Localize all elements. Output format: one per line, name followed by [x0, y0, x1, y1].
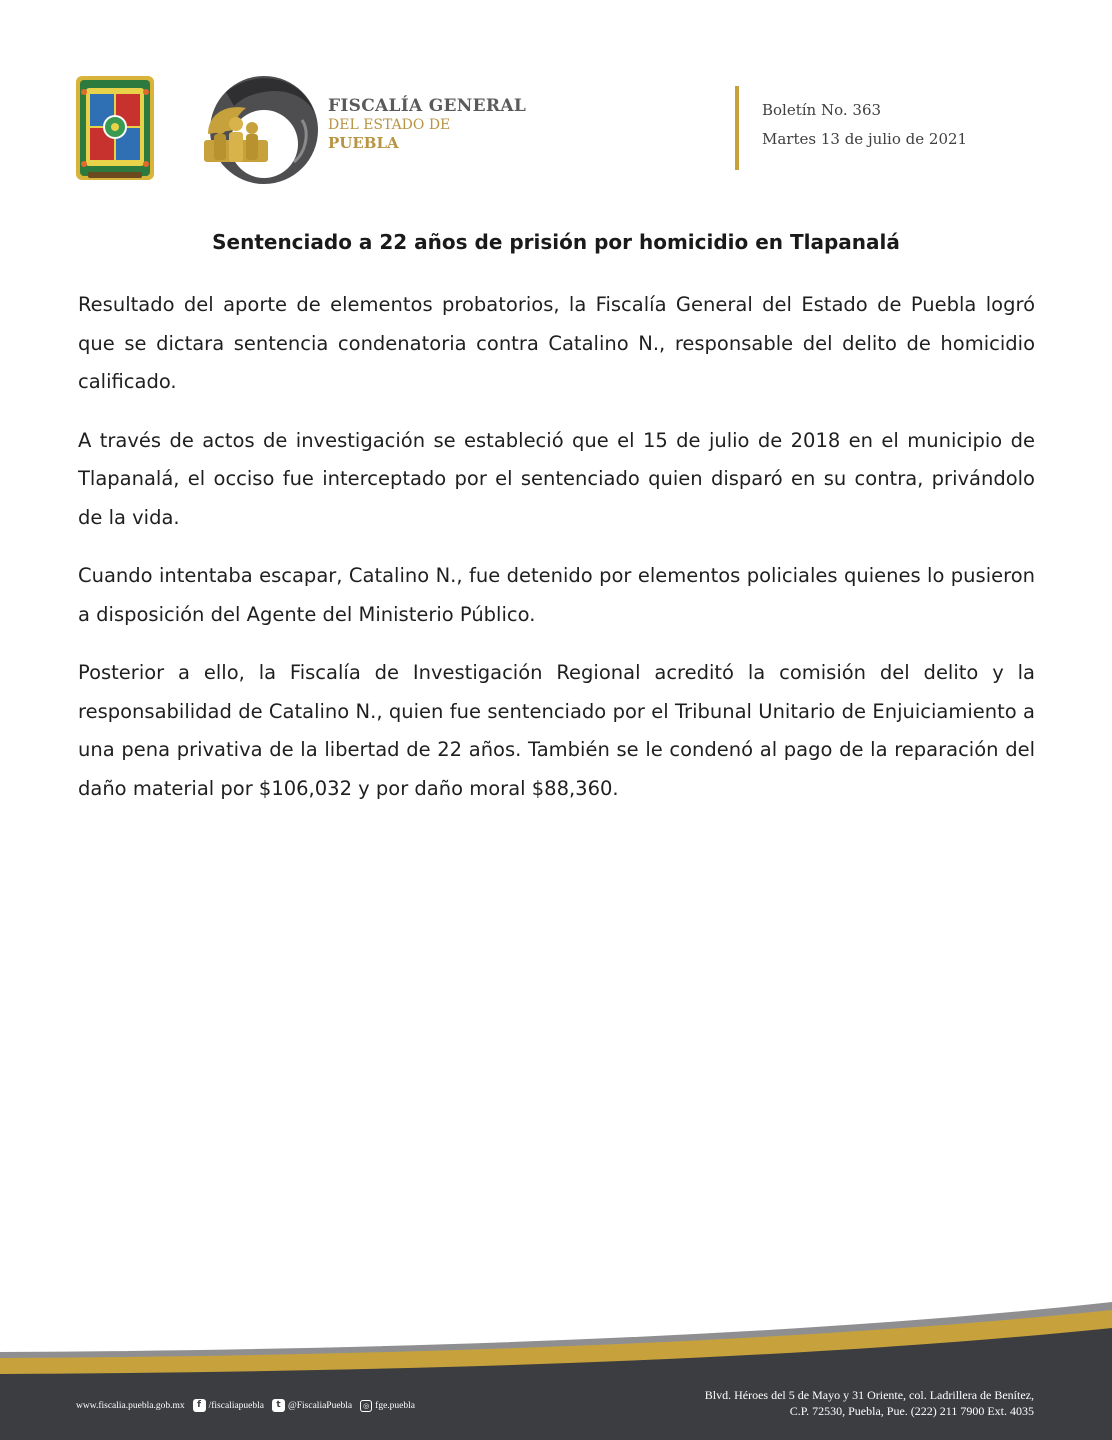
bulletin-info — [762, 96, 967, 154]
bulletin-number: Boletín No. 363 — [762, 101, 882, 119]
instagram-link[interactable] — [360, 1400, 415, 1412]
paragraph: Posterior a ello, la Fiscalía de Investigación Regional acreditó la comisión del delito y la responsabilidad de Catalino N., quien fue sentenciado por el Tribunal Unitario de Enjuiciamiento a una pena privativa de la libertad de 22 años. También se le condenó al pago de la reparación del daño material por $106,032 y por daño moral $88,360. — [78, 661, 1035, 800]
footer — [0, 1290, 1112, 1440]
paragraph: Cuando intentaba escapar, Catalino N., fue detenido por elementos policiales quienes lo pusieron a disposición del Agente del Ministerio Público. — [78, 564, 1035, 626]
fiscalia-emblem — [198, 70, 324, 186]
footer-links — [76, 1399, 415, 1412]
facebook-handle: /fiscaliapuebla — [208, 1400, 264, 1411]
instagram-icon: ◎ — [360, 1400, 372, 1412]
header — [0, 0, 1112, 200]
twitter-handle: @FiscaliaPuebla — [288, 1400, 353, 1411]
bulletin-date: Martes 13 de julio de 2021 — [762, 130, 968, 148]
facebook-link[interactable] — [193, 1399, 264, 1412]
header-divider — [735, 86, 739, 170]
logo-state: PUEBLA — [328, 134, 399, 152]
footer-address — [705, 1387, 1034, 1419]
puebla-coat-of-arms — [74, 72, 156, 184]
address-line2: C.P. 72530, Puebla, Pue. (222) 211 7900 Ext. 4035 — [789, 1404, 1034, 1418]
fiscalia-logo-text — [328, 96, 526, 153]
headline: Sentenciado a 22 años de prisión por homicidio en Tlapanalá — [212, 230, 900, 254]
facebook-icon: f — [193, 1399, 206, 1412]
paragraph: A través de actos de investigación se estableció que el 15 de julio de 2018 en el municipio de Tlapanalá, el occiso fue interceptado por el sentenciado quien disparó en su contra, privándolo de la vida. — [78, 428, 1035, 529]
logo-title: FISCALÍA GENERAL — [328, 96, 527, 116]
address-line1: Blvd. Héroes del 5 de Mayo y 31 Oriente, col. Ladrillera de Benítez, — [704, 1388, 1034, 1402]
press-release-body — [78, 286, 1035, 828]
twitter-link[interactable] — [272, 1399, 352, 1412]
instagram-handle: fge.puebla — [375, 1400, 415, 1411]
logo-subtitle: DEL ESTADO DE — [328, 117, 451, 133]
website-link[interactable]: www.fiscalia.puebla.gob.mx — [76, 1400, 185, 1411]
paragraph: Resultado del aporte de elementos probatorios, la Fiscalía General del Estado de Puebla logró que se dictara sentencia condenatoria contra Catalino N., responsable del delito de homicidio calificado. — [78, 293, 1035, 393]
twitter-icon: t — [272, 1399, 285, 1412]
